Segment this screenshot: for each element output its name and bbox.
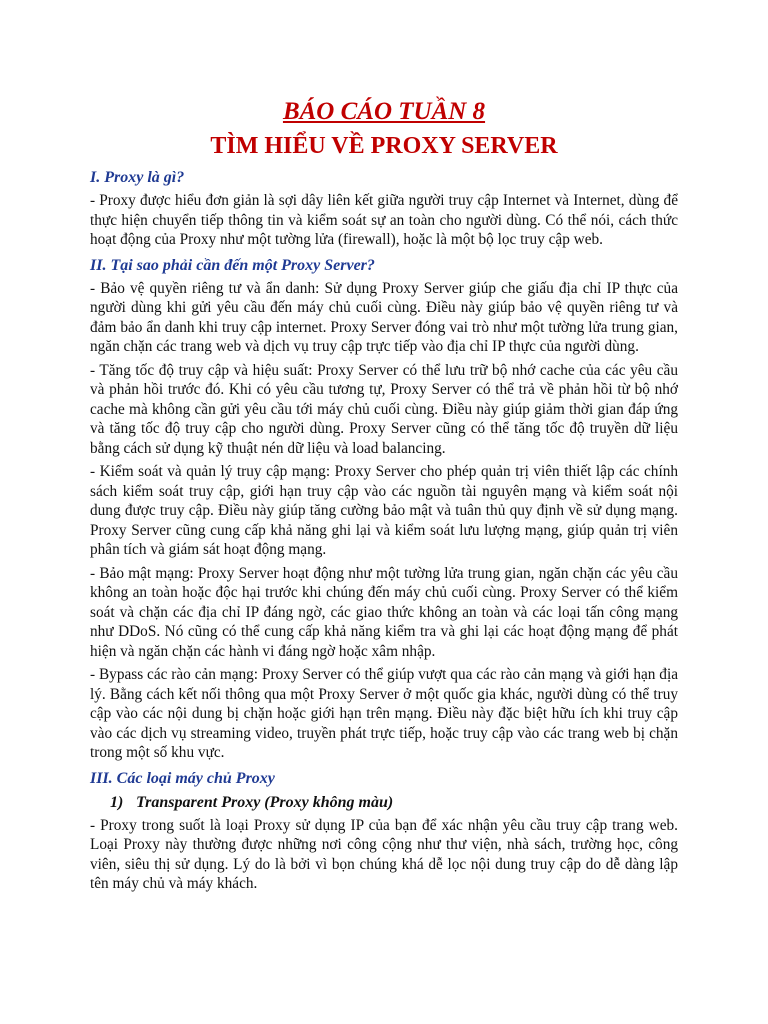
subsection-title: Transparent Proxy (Proxy không màu)	[136, 793, 394, 811]
paragraph: - Bảo mật mạng: Proxy Server hoạt động như một tường lửa trung gian, ngăn chặn các yêu cầu không an toàn hoặc độc hại trước khi chúng đến máy chủ cuối cùng. Proxy Server có thể kiểm soát và chặn các địa chỉ IP đáng ngờ, các giao thức không an toàn và các loại tấn công mạng như DDoS. Nó cũng có thể cung cấp khả năng kiểm tra và ghi lại các hoạt động mạng để phát hiện và ngăn chặn các hành vi đáng ngờ hoặc xâm nhập.	[90, 564, 678, 660]
section-heading-2: II. Tại sao phải cần đến một Proxy Server?	[90, 256, 375, 274]
section-heading-3: III. Các loại máy chủ Proxy	[90, 769, 275, 787]
paragraph: - Proxy trong suốt là loại Proxy sử dụng IP của bạn để xác nhận yêu cầu truy cập trang web. Loại Proxy này thường được những nơi công cộng như thư viện, nhà sách, trường học, công viên, siêu thị sử dụng. Lý do là bởi vì bọn chúng khá dễ lọc nội dung truy cập do dễ dàng lập tên máy chủ và máy khách.	[90, 816, 678, 892]
paragraph: - Bảo vệ quyền riêng tư và ẩn danh: Sử dụng Proxy Server giúp che giấu địa chỉ IP thực của người dùng khi gửi yêu cầu đến máy chủ cuối cùng. Điều này giúp bảo vệ quyền riêng tư và đảm bảo ẩn danh khi truy cập internet. Proxy Server đóng vai trò như một tường lửa trung gian, ngăn chặn các trang web và dịch vụ truy cập trực tiếp vào địa chỉ IP thực của người dùng.	[90, 279, 678, 355]
paragraph: - Proxy được hiểu đơn giản là sợi dây liên kết giữa người truy cập Internet và Internet, dùng để thực hiện chuyển tiếp thông tin và kiểm soát sự an toàn cho người dùng. Có thể nói, cách thức hoạt động của Proxy như một tường lửa (firewall), hoặc là một bộ lọc truy cập web.	[90, 192, 678, 248]
subsection-heading	[110, 793, 678, 813]
paragraph: - Tăng tốc độ truy cập và hiệu suất: Proxy Server có thể lưu trữ bộ nhớ cache của các yêu cầu và phản hồi trước đó. Khi có yêu cầu tương tự, Proxy Server có thể trả về phản hồi từ bộ nhớ cache mà không cần gửi yêu cầu tới máy chủ cuối cùng. Điều này giúp giảm thời gian đáp ứng và tăng tốc độ truy cập cho người dùng. Proxy Server cũng có thể tăng tốc độ truyền dữ liệu bằng cách sử dụng kỹ thuật nén dữ liệu và load balancing.	[90, 361, 678, 457]
subsection-number: 1)	[110, 793, 124, 811]
paragraph: - Bypass các rào cản mạng: Proxy Server có thể giúp vượt qua các rào cản mạng và giới hạn địa lý. Bằng cách kết nối thông qua một Proxy Server ở một quốc gia khác, người dùng có thể truy cập vào các nội dung bị chặn hoặc giới hạn trên mạng. Điều này đặc biệt hữu ích khi truy cập vào các dịch vụ streaming video, truyền phát trực tiếp, hoặc truy cập vào các trang web bị chặn trong một số khu vực.	[90, 666, 678, 761]
paragraph: - Kiểm soát và quản lý truy cập mạng: Proxy Server cho phép quản trị viên thiết lập các chính sách kiểm soát truy cập, giới hạn truy cập vào các nguồn tài nguyên mạng và kiểm soát nội dung được truy cập. Điều này giúp tăng cường bảo mật và tuân thủ quy định về sử dụng mạng. Proxy Server cũng cung cấp khả năng ghi lại và kiểm soát lưu lượng mạng, giúp quản trị viên phân tích và giám sát hoạt động mạng.	[90, 463, 678, 558]
section-heading-1: I. Proxy là gì?	[90, 169, 185, 186]
page-title: BÁO CÁO TUẦN 8	[282, 98, 486, 125]
page-subtitle: TÌM HIỂU VỀ PROXY SERVER	[210, 133, 558, 159]
